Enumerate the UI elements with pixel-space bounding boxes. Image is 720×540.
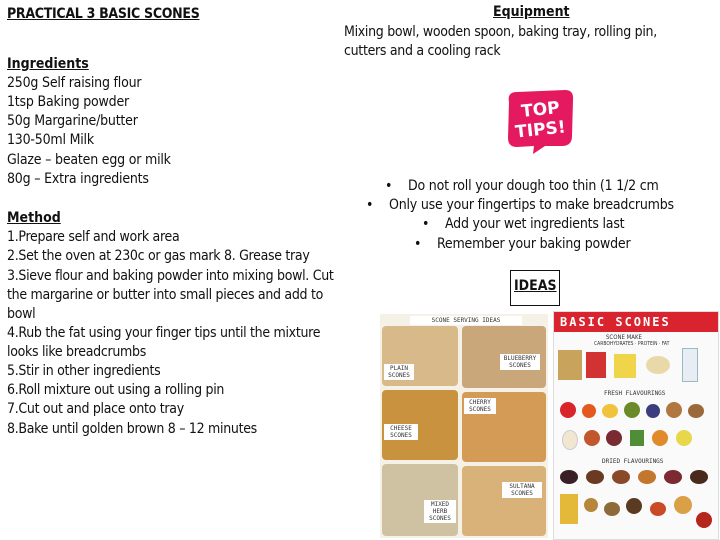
ideas-label: IDEAS — [514, 278, 557, 294]
method-step: 8.Bake until golden brown 8 – 12 minutes — [7, 421, 257, 437]
herb-image — [630, 430, 644, 446]
spice-image — [626, 498, 642, 514]
basic-scones-poster — [553, 311, 719, 540]
nut-image — [666, 402, 682, 418]
equipment-heading: Equipment — [493, 4, 570, 20]
ingredient-item: 250g Self raising flour — [7, 75, 142, 91]
bullet-icon: • — [366, 197, 374, 213]
dried-fruit-image — [638, 470, 656, 484]
poster-title: BASIC SCONES — [560, 315, 671, 329]
method-step: 4.Rub the fat using your finger tips until the mixture — [7, 325, 321, 341]
ingredient-item: 1tsp Baking powder — [7, 94, 129, 110]
fruit-image — [652, 430, 668, 446]
ingredient-item: 50g Margarine/butter — [7, 113, 138, 129]
bullet-icon: • — [385, 178, 393, 194]
collage-label: CHERRY SCONES — [464, 398, 496, 414]
collage-label: SULTANA SCONES — [502, 482, 542, 498]
dried-fruit-image — [586, 470, 604, 484]
method-step: 1.Prepare self and work area — [7, 229, 180, 245]
collage-label: CHEESE SCONES — [384, 424, 418, 440]
tip-item: Remember your baking powder — [437, 236, 631, 252]
flour-bag-image — [558, 350, 582, 380]
page-title: PRACTICAL 3 BASIC SCONES — [7, 6, 200, 22]
poster-subtitle2: CARBOHYDRATES · PROTEIN · FAT — [594, 341, 670, 347]
blueberry-image — [646, 404, 660, 418]
poster-subtitle: SCONE MAKE — [606, 334, 642, 341]
chili-image — [696, 512, 712, 528]
spice-image — [674, 496, 692, 514]
equipment-line: Mixing bowl, wooden spoon, baking tray, rolling pin, — [344, 24, 657, 40]
tip-item: Add your wet ingredients last — [445, 216, 625, 232]
badge-text-top: TOP — [520, 98, 561, 122]
fruit-image — [584, 430, 600, 446]
top-tips-badge — [503, 88, 577, 154]
tip-item: Do not roll your dough too thin (1 1/2 cm — [408, 178, 659, 194]
dried-fruit-image — [690, 470, 708, 484]
bullet-icon: • — [414, 236, 422, 252]
fruit-image — [624, 402, 640, 418]
collage-header: SCONE SERVING IDEAS — [410, 316, 522, 325]
tip-item: Only use your fingertips to make breadcrumbs — [389, 197, 674, 213]
equipment-line: cutters and a cooling rack — [344, 43, 501, 59]
spice-image — [650, 502, 666, 516]
collage-label: MIXED HERB SCONES — [424, 500, 456, 523]
baking-powder-image — [586, 352, 606, 378]
method-step: 2.Set the oven at 230c or gas mark 8. Grease tray — [7, 248, 310, 264]
scone-photo — [462, 466, 546, 536]
method-step: looks like breadcrumbs — [7, 344, 146, 360]
method-heading: Method — [7, 210, 61, 226]
method-step: 7.Cut out and place onto tray — [7, 401, 184, 417]
dried-fruit-image — [612, 470, 630, 484]
fruit-image — [676, 430, 692, 446]
bullet-icon: • — [422, 216, 430, 232]
fruit-image — [582, 404, 596, 418]
collage-label: BLUEBERRY SCONES — [500, 354, 540, 370]
ingredient-item: 130-50ml Milk — [7, 132, 94, 148]
nut-image — [688, 404, 704, 418]
method-step: 3.Sieve flour and baking powder into mixing bowl. Cut — [7, 268, 334, 284]
poster-section-fresh: FRESH FLAVOURINGS — [604, 390, 666, 397]
spice-image — [584, 498, 598, 512]
ingredient-item: 80g – Extra ingredients — [7, 171, 149, 187]
egg-image — [646, 356, 670, 374]
ingredients-heading: Ingredients — [7, 56, 89, 72]
spice-image — [604, 502, 620, 516]
ingredient-item: Glaze – beaten egg or milk — [7, 152, 171, 168]
method-step: 5.Stir in other ingredients — [7, 363, 161, 379]
method-step: the margarine or butter into small pieces and add to — [7, 287, 323, 303]
poster-section-dried: DRIED FLAVOURINGS — [602, 458, 664, 465]
method-step: bowl — [7, 306, 36, 322]
onion-image — [562, 430, 578, 450]
fruit-image — [602, 404, 618, 418]
method-step: 6.Roll mixture out using a rolling pin — [7, 382, 225, 398]
scone-collage-image — [380, 314, 548, 538]
butter-image — [614, 354, 636, 378]
spice-jar-image — [560, 494, 578, 524]
collage-label: PLAIN SCONES — [384, 364, 414, 380]
dried-fruit-image — [664, 470, 682, 484]
milk-image — [682, 348, 698, 382]
raisin-image — [560, 470, 578, 484]
fruit-image — [606, 430, 622, 446]
badge-text-tips: TIPS! — [514, 117, 567, 143]
strawberry-image — [560, 402, 576, 418]
